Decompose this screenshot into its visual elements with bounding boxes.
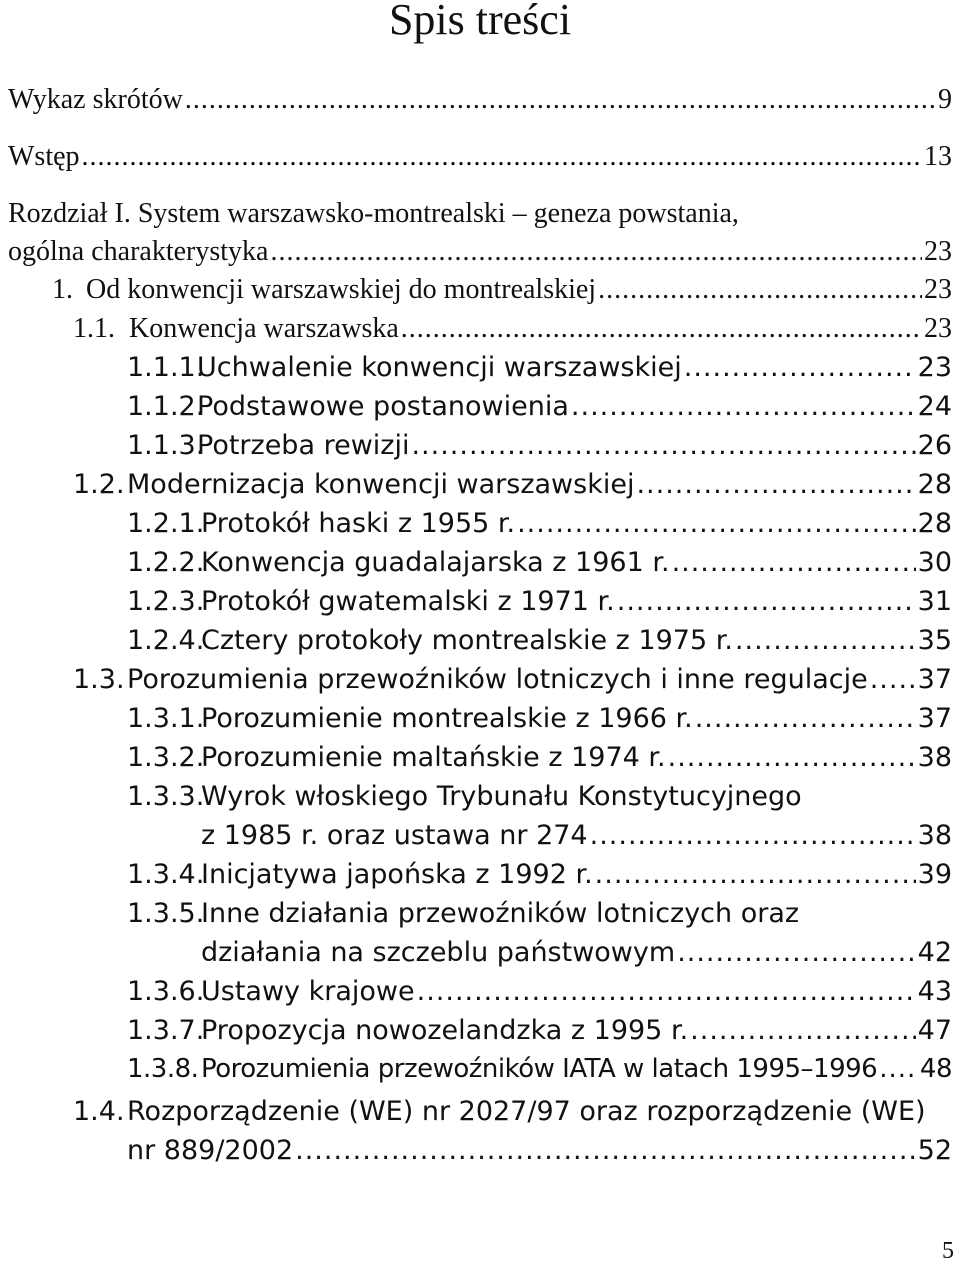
toc-entry-number: 1.2.4.	[127, 625, 205, 656]
toc-leader	[590, 820, 916, 851]
toc-entry-title: Porozumienie maltańskie z 1974 r.	[201, 742, 666, 773]
toc-page-number: 23	[924, 274, 952, 305]
toc-page-number: 23	[917, 352, 952, 383]
toc-page-number: 43	[917, 976, 952, 1007]
toc-leader	[82, 141, 922, 173]
page-title: Spis treści	[388, 0, 572, 44]
toc-entry[interactable]	[52, 274, 952, 306]
toc-page-number: 9	[938, 84, 952, 115]
toc-entry[interactable]	[127, 508, 952, 539]
toc-entry[interactable]	[127, 352, 952, 383]
toc-entry[interactable]	[127, 976, 952, 1007]
toc-entry-title: Konwencja warszawska	[129, 313, 399, 344]
toc-entry-title: Konwencja guadalajarska z 1961 r.	[201, 547, 670, 578]
toc-entry[interactable]	[8, 236, 952, 268]
toc-entry-number: 1.4.	[73, 1096, 125, 1127]
toc-entry-number: 1.3.8.	[127, 1054, 199, 1084]
toc-entry[interactable]	[127, 586, 952, 617]
toc-entry-title: nr 889/2002	[127, 1135, 294, 1166]
toc-page-number: 30	[917, 547, 952, 578]
toc-leader	[517, 508, 916, 539]
toc-leader	[668, 742, 916, 773]
toc-page-number: 52	[917, 1135, 952, 1166]
toc-entry[interactable]	[73, 469, 952, 500]
toc-leader	[411, 430, 915, 461]
toc-entry-title: Cztery protokoły montrealskie z 1975 r.	[201, 625, 733, 656]
toc-entry[interactable]	[127, 703, 952, 734]
toc-page-number: 23	[924, 313, 952, 344]
toc-entry-number: 1.3.3.	[127, 781, 205, 812]
toc-entry-number: 1.1.1.	[127, 352, 205, 383]
toc-page-number: 23	[924, 236, 952, 267]
toc-page-number: 13	[924, 141, 952, 172]
toc-entry-title: Wstęp	[8, 141, 80, 172]
toc-leader	[879, 1054, 918, 1084]
toc-entry-title: działania na szczeblu państwowym	[201, 937, 676, 968]
toc-leader	[870, 664, 916, 695]
toc-entry-title: Ustawy krajowe	[201, 976, 415, 1007]
toc-entry-number: 1.	[52, 274, 73, 305]
toc-entry-number: 1.3.	[73, 664, 125, 695]
toc-entry-title-line	[127, 898, 799, 929]
toc-page-number: 38	[917, 820, 952, 851]
toc-page-number: 28	[917, 469, 952, 500]
toc-entry-title-line: Rozdział I. System warszawsko-montrealski – geneza powstania,	[8, 198, 739, 229]
toc-entry[interactable]	[127, 1054, 952, 1084]
toc-page-number: 28	[917, 508, 952, 539]
toc-entry-number: 1.2.2.	[127, 547, 205, 578]
toc-entry[interactable]	[127, 430, 952, 461]
toc-entry[interactable]	[8, 84, 952, 116]
toc-entry-number: 1.1.	[73, 313, 115, 344]
toc-entry[interactable]	[127, 1015, 952, 1046]
toc-entry-number: 1.3.5.	[127, 898, 205, 929]
toc-entry[interactable]	[201, 820, 952, 851]
toc-entry-title: Inicjatywa japońska z 1992 r.	[201, 859, 593, 890]
toc-entry-number: 1.2.1.	[127, 508, 205, 539]
toc-leader	[636, 469, 915, 500]
page-number: 5	[942, 1238, 954, 1264]
toc-entry[interactable]	[127, 625, 952, 656]
toc-entry-number: 1.2.3.	[127, 586, 205, 617]
toc-leader	[295, 1135, 916, 1166]
toc-entry-title: Protokół gwatemalski z 1971 r.	[201, 586, 615, 617]
toc-entry[interactable]	[127, 391, 952, 422]
toc-leader	[735, 625, 916, 656]
toc-page-number: 35	[917, 625, 952, 656]
toc-entry[interactable]	[73, 313, 952, 345]
toc-leader	[690, 1015, 915, 1046]
toc-entry-title: Potrzeba rewizji	[197, 430, 410, 461]
toc-leader	[695, 703, 916, 734]
toc-leader	[672, 547, 916, 578]
toc-entry[interactable]	[127, 1135, 952, 1166]
toc-page-number: 42	[917, 937, 952, 968]
toc-entry[interactable]	[127, 742, 952, 773]
toc-entry-title: Modernizacja konwencji warszawskiej	[127, 469, 635, 500]
toc-entry-number: 1.3.7.	[127, 1015, 205, 1046]
toc-leader	[185, 84, 936, 116]
toc-entry[interactable]	[73, 664, 952, 695]
toc-page-number: 24	[917, 391, 952, 422]
toc-leader	[417, 976, 916, 1007]
toc-entry-number: 1.3.4.	[127, 859, 205, 890]
toc-entry-title: Porozumienia przewoźników lotniczych i inne regulacje	[127, 664, 868, 695]
toc-entry-title: Porozumienia przewoźników IATA w latach 1995–1996	[201, 1054, 878, 1084]
toc-entry-title: Uchwalenie konwencji warszawskiej	[197, 352, 682, 383]
toc-page-number: 37	[917, 664, 952, 695]
toc-entry-number: 1.2.	[73, 469, 125, 500]
toc-entry-number: 1.3.1.	[127, 703, 205, 734]
toc-entry-title-line	[127, 781, 802, 812]
toc-entry-title: Wykaz skrótów	[8, 84, 183, 115]
toc-entry[interactable]	[201, 937, 952, 968]
toc-entry[interactable]	[127, 547, 952, 578]
toc-leader	[684, 352, 916, 383]
toc-page-number: 31	[917, 586, 952, 617]
toc-page-number: 48	[919, 1054, 952, 1084]
toc-leader	[595, 859, 916, 890]
toc-entry[interactable]	[127, 859, 952, 890]
toc-entry-title: z 1985 r. oraz ustawa nr 274	[201, 820, 588, 851]
toc-entry-title-first-line: Inne działania przewoźników lotniczych oraz	[201, 898, 800, 929]
toc-entry-title: Propozycja nowozelandzka z 1995 r.	[201, 1015, 689, 1046]
toc-entry-title: Podstawowe postanowienia	[197, 391, 569, 422]
toc-entry-title-first-line: Wyrok włoskiego Trybunału Konstytucyjnego	[201, 781, 802, 812]
toc-entry-number: 1.3.6.	[127, 976, 205, 1007]
toc-leader	[677, 937, 915, 968]
toc-page-number: 47	[917, 1015, 952, 1046]
toc-entry-number: 1.1.2.	[127, 391, 205, 422]
toc-entry-title: ogólna charakterystyka	[8, 236, 269, 267]
toc-entry-number: 1.1.3.	[127, 430, 205, 461]
toc-entry-title-line	[73, 1096, 926, 1127]
toc-entry[interactable]	[8, 141, 952, 173]
toc-leader	[598, 274, 922, 306]
toc-leader	[270, 236, 922, 268]
toc-entry-title: Od konwencji warszawskiej do montrealskiej	[86, 274, 597, 305]
toc-entry-number: 1.3.2.	[127, 742, 205, 773]
toc-entry-title: Protokół haski z 1955 r.	[201, 508, 516, 539]
toc-leader	[401, 313, 922, 345]
toc-entry-title-first-line: Rozporządzenie (WE) nr 2027/97 oraz rozporządzenie (WE)	[127, 1096, 926, 1127]
toc-page-number: 37	[917, 703, 952, 734]
toc-leader	[571, 391, 916, 422]
toc-page-number: 39	[917, 859, 952, 890]
toc-leader	[617, 586, 916, 617]
toc-page-number: 26	[917, 430, 952, 461]
toc-entry-title: Porozumienie montrealskie z 1966 r.	[201, 703, 693, 734]
toc-page-number: 38	[917, 742, 952, 773]
